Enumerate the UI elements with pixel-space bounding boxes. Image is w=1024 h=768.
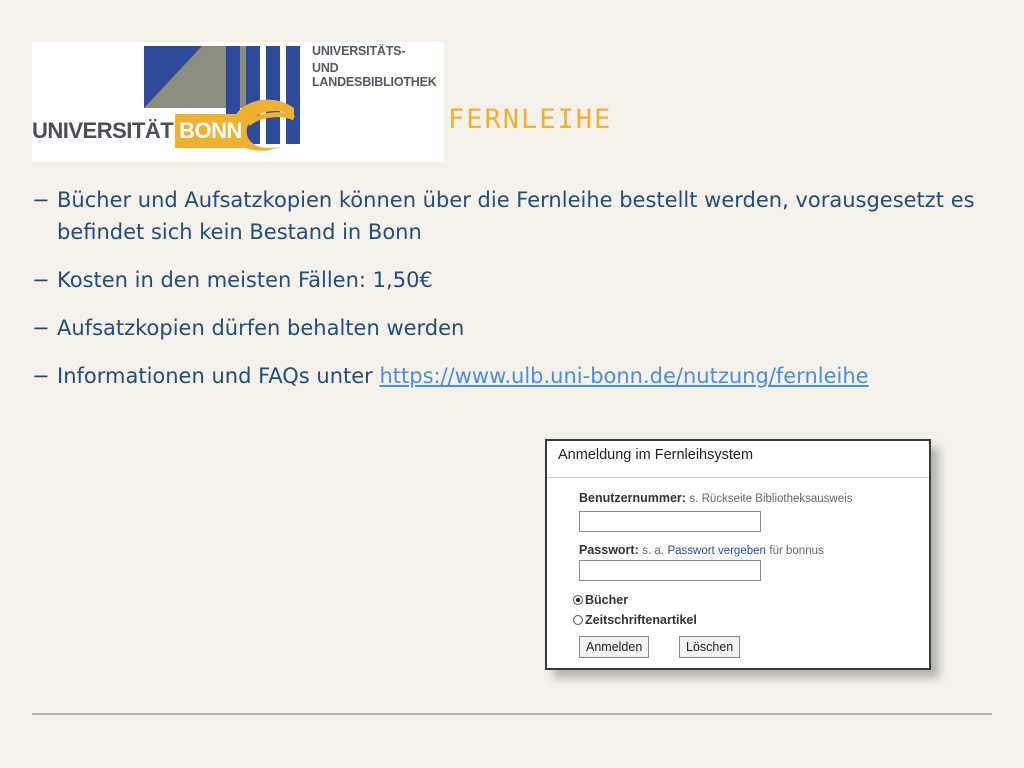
bullet-text: Kosten in den meisten Fällen: 1,50€ <box>57 268 433 292</box>
footer-divider <box>32 713 992 715</box>
password-label-text: Passwort: <box>579 543 639 557</box>
logo-library-line1: UNIVERSITÄTS- <box>312 44 406 58</box>
set-password-link[interactable]: Passwort vergeben <box>667 545 766 557</box>
bullet-marker: − <box>32 268 50 292</box>
bullet-marker: − <box>32 364 50 388</box>
logo-university-word: UNIVERSITÄT <box>32 118 174 143</box>
password-label <box>579 543 824 557</box>
bullet-item <box>32 360 992 392</box>
bullet-item <box>32 264 992 296</box>
bullet-text: Bücher und Aufsatzkopien können über die Fernleihe bestellt werden, vorausgesetzt es befindet sich kein Bestand in Bonn <box>57 188 975 244</box>
password-input[interactable] <box>579 560 761 581</box>
bullet-item <box>32 184 992 248</box>
bullet-text: Aufsatzkopien dürfen behalten werden <box>57 316 465 340</box>
radio-articles[interactable] <box>573 615 583 625</box>
password-hint-suffix: für bonnus <box>769 545 824 557</box>
login-panel-header <box>547 441 929 478</box>
bullet-item <box>32 312 992 344</box>
login-button[interactable]: Anmelden <box>579 636 649 658</box>
option-articles-label: Zeitschriftenartikel <box>585 613 697 627</box>
user-number-label <box>579 491 852 505</box>
slide-title: FERNLEIHE <box>448 104 613 135</box>
login-panel <box>545 439 931 670</box>
university-logo <box>32 42 444 162</box>
login-panel-title: Anmeldung im Fernleihsystem <box>558 447 754 463</box>
bullet-text: Informationen und FAQs unter <box>57 364 380 388</box>
user-number-hint: s. Rückseite Bibliotheksausweis <box>689 493 853 505</box>
logo-library-line2: UND LANDESBIBLIOTHEK <box>312 61 437 89</box>
user-number-label-text: Benutzernummer: <box>579 491 686 505</box>
logo-bonn-word: BONN <box>175 114 246 148</box>
bullet-list <box>32 184 992 408</box>
bullet-marker: − <box>32 188 50 212</box>
option-books[interactable] <box>573 593 628 607</box>
radio-books[interactable] <box>573 595 583 605</box>
password-hint-prefix: s. a. <box>642 545 664 557</box>
option-articles[interactable] <box>573 613 697 627</box>
bullet-marker: − <box>32 316 50 340</box>
fernleihe-info-link[interactable]: https://www.ulb.uni-bonn.de/nutzung/fernleihe <box>379 364 869 388</box>
option-books-label: Bücher <box>585 593 629 607</box>
reset-button[interactable]: Löschen <box>679 636 740 658</box>
user-number-input[interactable] <box>579 511 761 532</box>
